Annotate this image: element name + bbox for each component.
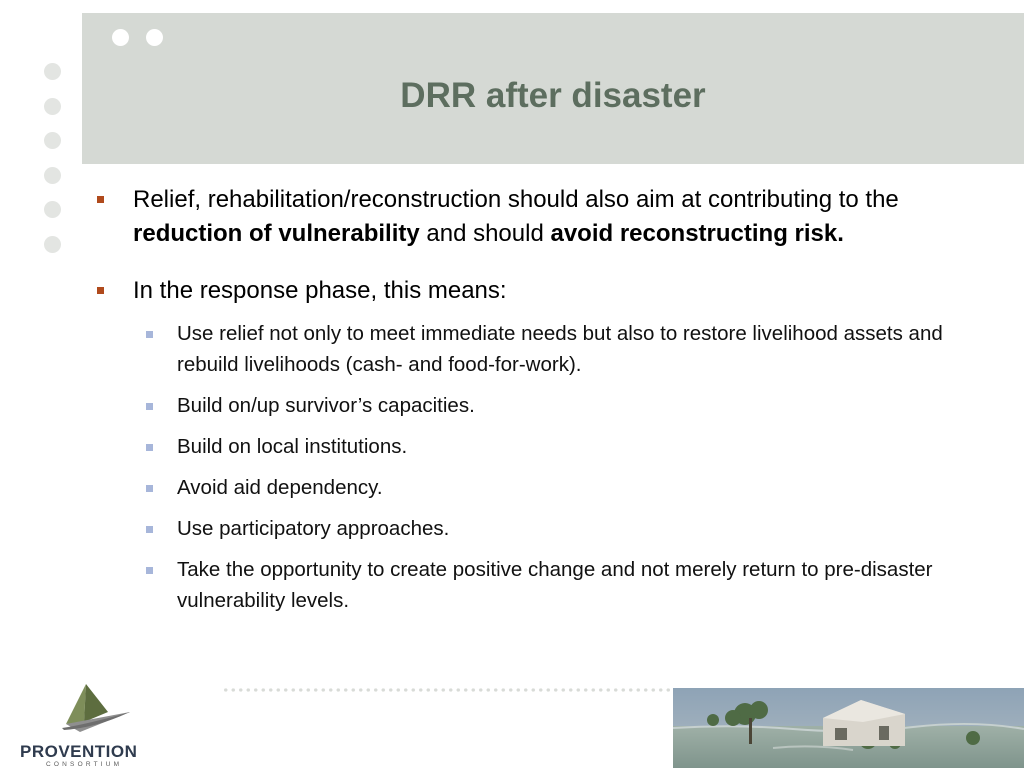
square-bullet-icon [146, 444, 153, 451]
logo-wordmark: PROVENTION [20, 742, 138, 761]
slide-content [95, 183, 995, 626]
square-bullet-icon [146, 403, 153, 410]
slide-title: DRR after disaster [400, 76, 706, 115]
square-bullet-icon [146, 485, 153, 492]
sub-bullet-item: Use relief not only to meet immediate needs but also to restore livelihood assets and rebuild livelihoods (cash- and food-for-work). [95, 318, 995, 380]
square-bullet-icon [97, 287, 104, 294]
dotted-divider [222, 688, 674, 692]
square-bullet-icon [146, 331, 153, 338]
decorative-dots-side [44, 63, 61, 270]
sub-bullet-item: Build on local institutions. [95, 431, 995, 462]
sub-bullet-item: Avoid aid dependency. [95, 472, 995, 503]
logo-tagline: CONSORTIUM [46, 761, 123, 768]
decorative-dots-top [112, 29, 180, 46]
bullet-item: In the response phase, this means: [95, 274, 995, 308]
provention-logo [18, 682, 163, 768]
sub-bullet-item: Use participatory approaches. [95, 513, 995, 544]
square-bullet-icon [146, 526, 153, 533]
emphasis-text: avoid reconstructing risk. [550, 220, 844, 247]
sub-bullet-item: Take the opportunity to create positive change and not merely return to pre-disaster vulnerability levels. [95, 554, 995, 616]
sub-bullet-item: Build on/up survivor’s capacities. [95, 390, 995, 421]
bullet-item: Relief, rehabilitation/reconstruction should also aim at contributing to the reduction of vulnerability and should avoid reconstructing risk. [95, 183, 995, 251]
flood-photo [673, 688, 1024, 768]
square-bullet-icon [97, 196, 104, 203]
emphasis-text: reduction of vulnerability [133, 220, 420, 247]
square-bullet-icon [146, 567, 153, 574]
